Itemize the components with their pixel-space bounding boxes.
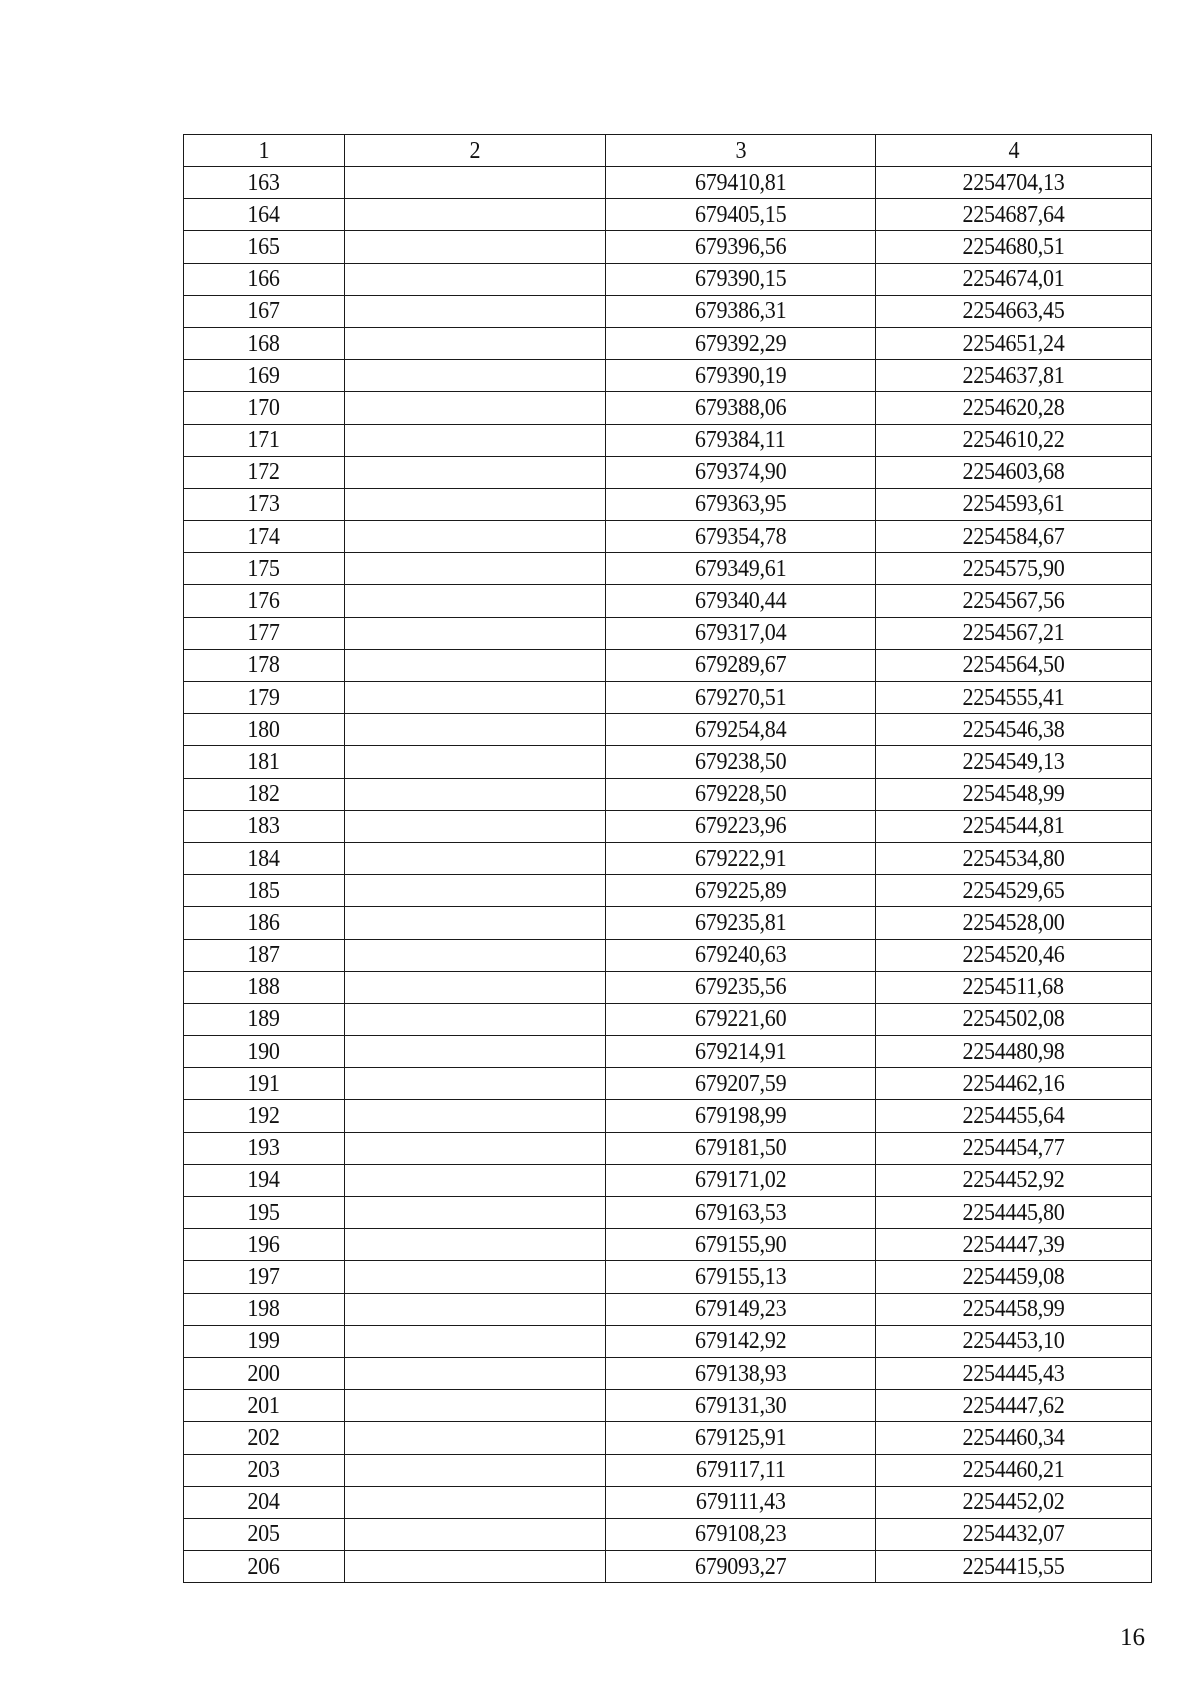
y-coordinate-cell: 2254453,10 [876, 1325, 1152, 1357]
y-coordinate-cell: 2254567,21 [876, 617, 1152, 649]
x-coordinate-cell: 679240,63 [606, 939, 876, 971]
point-number-cell: 192 [184, 1100, 345, 1132]
table-row [184, 167, 1152, 199]
x-coordinate-cell: 679238,50 [606, 746, 876, 778]
table-row [184, 295, 1152, 327]
y-coordinate-cell: 2254564,50 [876, 649, 1152, 681]
point-number-cell: 202 [184, 1422, 345, 1454]
column-2-cell [345, 1454, 606, 1486]
column-2-cell [345, 167, 606, 199]
point-number-cell: 189 [184, 1003, 345, 1035]
column-2-cell [345, 1325, 606, 1357]
table-row [184, 939, 1152, 971]
y-coordinate-cell: 2254610,22 [876, 424, 1152, 456]
table-row [184, 1132, 1152, 1164]
y-coordinate-cell: 2254529,65 [876, 875, 1152, 907]
column-2-cell [345, 327, 606, 359]
table-row [184, 649, 1152, 681]
coordinates-table [183, 134, 1152, 1583]
point-number-cell: 194 [184, 1164, 345, 1196]
y-coordinate-cell: 2254651,24 [876, 327, 1152, 359]
x-coordinate-cell: 679390,19 [606, 360, 876, 392]
y-coordinate-cell: 2254447,39 [876, 1229, 1152, 1261]
column-2-cell [345, 585, 606, 617]
point-number-cell: 175 [184, 553, 345, 585]
point-number-cell: 200 [184, 1357, 345, 1389]
table-row [184, 199, 1152, 231]
y-coordinate-cell: 2254534,80 [876, 842, 1152, 874]
point-number-cell: 183 [184, 810, 345, 842]
table-row [184, 810, 1152, 842]
y-coordinate-cell: 2254687,64 [876, 199, 1152, 231]
point-number-cell: 188 [184, 971, 345, 1003]
point-number-cell: 179 [184, 682, 345, 714]
column-2-cell [345, 778, 606, 810]
table-row [184, 521, 1152, 553]
x-coordinate-cell: 679349,61 [606, 553, 876, 585]
point-number-cell: 197 [184, 1261, 345, 1293]
column-2-cell [345, 199, 606, 231]
x-coordinate-cell: 679171,02 [606, 1164, 876, 1196]
y-coordinate-cell: 2254593,61 [876, 488, 1152, 520]
column-2-cell [345, 1229, 606, 1261]
column-2-cell [345, 1551, 606, 1583]
point-number-cell: 166 [184, 263, 345, 295]
table-row [184, 1357, 1152, 1389]
table-row [184, 1422, 1152, 1454]
x-coordinate-cell: 679390,15 [606, 263, 876, 295]
x-coordinate-cell: 679396,56 [606, 231, 876, 263]
x-coordinate-cell: 679254,84 [606, 714, 876, 746]
x-coordinate-cell: 679155,90 [606, 1229, 876, 1261]
point-number-cell: 204 [184, 1486, 345, 1518]
table-row [184, 488, 1152, 520]
column-2-cell [345, 939, 606, 971]
x-coordinate-cell: 679155,13 [606, 1261, 876, 1293]
column-2-cell [345, 1261, 606, 1293]
y-coordinate-cell: 2254432,07 [876, 1518, 1152, 1550]
table-row [184, 1036, 1152, 1068]
page-number: 16 [1120, 1624, 1145, 1651]
point-number-cell: 169 [184, 360, 345, 392]
column-2-cell [345, 1132, 606, 1164]
y-coordinate-cell: 2254520,46 [876, 939, 1152, 971]
y-coordinate-cell: 2254546,38 [876, 714, 1152, 746]
y-coordinate-cell: 2254555,41 [876, 682, 1152, 714]
y-coordinate-cell: 2254674,01 [876, 263, 1152, 295]
table-row [184, 585, 1152, 617]
table-row [184, 231, 1152, 263]
table-row [184, 1325, 1152, 1357]
y-coordinate-cell: 2254447,62 [876, 1390, 1152, 1422]
x-coordinate-cell: 679235,56 [606, 971, 876, 1003]
point-number-cell: 181 [184, 746, 345, 778]
table-row [184, 1390, 1152, 1422]
y-coordinate-cell: 2254454,77 [876, 1132, 1152, 1164]
x-coordinate-cell: 679163,53 [606, 1197, 876, 1229]
point-number-cell: 185 [184, 875, 345, 907]
point-number-cell: 182 [184, 778, 345, 810]
column-2-cell [345, 263, 606, 295]
table-row [184, 682, 1152, 714]
point-number-cell: 171 [184, 424, 345, 456]
x-coordinate-cell: 679207,59 [606, 1068, 876, 1100]
x-coordinate-cell: 679108,23 [606, 1518, 876, 1550]
point-number-cell: 191 [184, 1068, 345, 1100]
column-header-1: 1 [184, 135, 345, 167]
point-number-cell: 180 [184, 714, 345, 746]
table-row [184, 778, 1152, 810]
y-coordinate-cell: 2254511,68 [876, 971, 1152, 1003]
column-2-cell [345, 488, 606, 520]
y-coordinate-cell: 2254462,16 [876, 1068, 1152, 1100]
column-2-cell [345, 875, 606, 907]
table-row [184, 714, 1152, 746]
point-number-cell: 184 [184, 842, 345, 874]
y-coordinate-cell: 2254452,92 [876, 1164, 1152, 1196]
x-coordinate-cell: 679221,60 [606, 1003, 876, 1035]
x-coordinate-cell: 679198,99 [606, 1100, 876, 1132]
column-2-cell [345, 971, 606, 1003]
table-row [184, 1164, 1152, 1196]
y-coordinate-cell: 2254460,34 [876, 1422, 1152, 1454]
point-number-cell: 165 [184, 231, 345, 263]
x-coordinate-cell: 679138,93 [606, 1357, 876, 1389]
x-coordinate-cell: 679093,27 [606, 1551, 876, 1583]
y-coordinate-cell: 2254549,13 [876, 746, 1152, 778]
y-coordinate-cell: 2254603,68 [876, 456, 1152, 488]
point-number-cell: 199 [184, 1325, 345, 1357]
table-row [184, 746, 1152, 778]
table-row [184, 1261, 1152, 1293]
column-2-cell [345, 1036, 606, 1068]
y-coordinate-cell: 2254445,43 [876, 1357, 1152, 1389]
y-coordinate-cell: 2254575,90 [876, 553, 1152, 585]
column-2-cell [345, 1164, 606, 1196]
x-coordinate-cell: 679111,43 [606, 1486, 876, 1518]
point-number-cell: 167 [184, 295, 345, 327]
y-coordinate-cell: 2254663,45 [876, 295, 1152, 327]
x-coordinate-cell: 679131,30 [606, 1390, 876, 1422]
column-2-cell [345, 1068, 606, 1100]
column-2-cell [345, 1486, 606, 1518]
point-number-cell: 163 [184, 167, 345, 199]
point-number-cell: 170 [184, 392, 345, 424]
point-number-cell: 190 [184, 1036, 345, 1068]
table-row [184, 842, 1152, 874]
column-2-cell [345, 1422, 606, 1454]
table-body [184, 167, 1152, 1583]
column-2-cell [345, 1100, 606, 1132]
column-header-2: 2 [345, 135, 606, 167]
x-coordinate-cell: 679222,91 [606, 842, 876, 874]
column-2-cell [345, 842, 606, 874]
x-coordinate-cell: 679225,89 [606, 875, 876, 907]
point-number-cell: 195 [184, 1197, 345, 1229]
point-number-cell: 193 [184, 1132, 345, 1164]
x-coordinate-cell: 679235,81 [606, 907, 876, 939]
column-2-cell [345, 1293, 606, 1325]
point-number-cell: 174 [184, 521, 345, 553]
table-row [184, 971, 1152, 1003]
column-2-cell [345, 1197, 606, 1229]
x-coordinate-cell: 679386,31 [606, 295, 876, 327]
table-row [184, 907, 1152, 939]
table-row [184, 263, 1152, 295]
table-row [184, 1454, 1152, 1486]
point-number-cell: 196 [184, 1229, 345, 1261]
y-coordinate-cell: 2254460,21 [876, 1454, 1152, 1486]
column-2-cell [345, 682, 606, 714]
table-row [184, 1293, 1152, 1325]
x-coordinate-cell: 679142,92 [606, 1325, 876, 1357]
y-coordinate-cell: 2254528,00 [876, 907, 1152, 939]
table-row [184, 1551, 1152, 1583]
column-2-cell [345, 649, 606, 681]
point-number-cell: 168 [184, 327, 345, 359]
point-number-cell: 203 [184, 1454, 345, 1486]
x-coordinate-cell: 679289,67 [606, 649, 876, 681]
table-row [184, 1518, 1152, 1550]
point-number-cell: 201 [184, 1390, 345, 1422]
x-coordinate-cell: 679117,11 [606, 1454, 876, 1486]
x-coordinate-cell: 679410,81 [606, 167, 876, 199]
table-row [184, 875, 1152, 907]
column-2-cell [345, 424, 606, 456]
y-coordinate-cell: 2254458,99 [876, 1293, 1152, 1325]
y-coordinate-cell: 2254455,64 [876, 1100, 1152, 1132]
table-row [184, 1197, 1152, 1229]
y-coordinate-cell: 2254680,51 [876, 231, 1152, 263]
y-coordinate-cell: 2254480,98 [876, 1036, 1152, 1068]
column-2-cell [345, 1003, 606, 1035]
point-number-cell: 187 [184, 939, 345, 971]
y-coordinate-cell: 2254704,13 [876, 167, 1152, 199]
column-2-cell [345, 553, 606, 585]
x-coordinate-cell: 679149,23 [606, 1293, 876, 1325]
x-coordinate-cell: 679317,04 [606, 617, 876, 649]
column-2-cell [345, 521, 606, 553]
table-row [184, 360, 1152, 392]
point-number-cell: 172 [184, 456, 345, 488]
y-coordinate-cell: 2254445,80 [876, 1197, 1152, 1229]
table-row [184, 424, 1152, 456]
column-2-cell [345, 714, 606, 746]
table-row [184, 1486, 1152, 1518]
table-row [184, 1068, 1152, 1100]
x-coordinate-cell: 679214,91 [606, 1036, 876, 1068]
y-coordinate-cell: 2254452,02 [876, 1486, 1152, 1518]
table-row [184, 1100, 1152, 1132]
x-coordinate-cell: 679363,95 [606, 488, 876, 520]
x-coordinate-cell: 679388,06 [606, 392, 876, 424]
point-number-cell: 164 [184, 199, 345, 231]
x-coordinate-cell: 679223,96 [606, 810, 876, 842]
column-2-cell [345, 907, 606, 939]
x-coordinate-cell: 679405,15 [606, 199, 876, 231]
column-2-cell [345, 810, 606, 842]
x-coordinate-cell: 679228,50 [606, 778, 876, 810]
column-2-cell [345, 456, 606, 488]
point-number-cell: 206 [184, 1551, 345, 1583]
table-row [184, 553, 1152, 585]
point-number-cell: 186 [184, 907, 345, 939]
y-coordinate-cell: 2254548,99 [876, 778, 1152, 810]
column-2-cell [345, 1390, 606, 1422]
column-2-cell [345, 746, 606, 778]
point-number-cell: 178 [184, 649, 345, 681]
point-number-cell: 177 [184, 617, 345, 649]
column-2-cell [345, 617, 606, 649]
table-row [184, 1229, 1152, 1261]
table-row [184, 392, 1152, 424]
x-coordinate-cell: 679374,90 [606, 456, 876, 488]
column-2-cell [345, 1518, 606, 1550]
table-row [184, 1003, 1152, 1035]
x-coordinate-cell: 679392,29 [606, 327, 876, 359]
y-coordinate-cell: 2254502,08 [876, 1003, 1152, 1035]
y-coordinate-cell: 2254620,28 [876, 392, 1152, 424]
x-coordinate-cell: 679340,44 [606, 585, 876, 617]
table-header-row [184, 135, 1152, 167]
point-number-cell: 176 [184, 585, 345, 617]
column-2-cell [345, 295, 606, 327]
y-coordinate-cell: 2254544,81 [876, 810, 1152, 842]
x-coordinate-cell: 679270,51 [606, 682, 876, 714]
table-row [184, 327, 1152, 359]
x-coordinate-cell: 679125,91 [606, 1422, 876, 1454]
column-2-cell [345, 360, 606, 392]
y-coordinate-cell: 2254415,55 [876, 1551, 1152, 1583]
point-number-cell: 205 [184, 1518, 345, 1550]
y-coordinate-cell: 2254637,81 [876, 360, 1152, 392]
table-row [184, 456, 1152, 488]
x-coordinate-cell: 679181,50 [606, 1132, 876, 1164]
y-coordinate-cell: 2254584,67 [876, 521, 1152, 553]
y-coordinate-cell: 2254567,56 [876, 585, 1152, 617]
x-coordinate-cell: 679354,78 [606, 521, 876, 553]
column-header-4: 4 [876, 135, 1152, 167]
column-2-cell [345, 392, 606, 424]
x-coordinate-cell: 679384,11 [606, 424, 876, 456]
point-number-cell: 173 [184, 488, 345, 520]
table-row [184, 617, 1152, 649]
column-header-3: 3 [606, 135, 876, 167]
y-coordinate-cell: 2254459,08 [876, 1261, 1152, 1293]
point-number-cell: 198 [184, 1293, 345, 1325]
column-2-cell [345, 231, 606, 263]
column-2-cell [345, 1357, 606, 1389]
